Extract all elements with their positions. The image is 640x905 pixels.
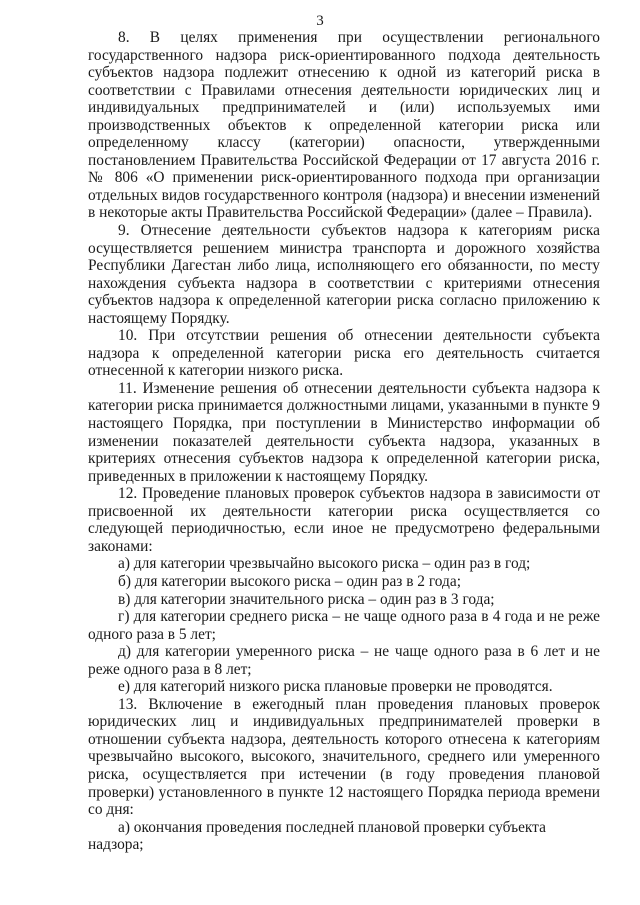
list-item-b: б) для категории высокого риска – один раз в 2 года;: [118, 572, 461, 590]
list-item-d: д) для категории умеренного риска – не чаще одного раза в 6 лет и не реже одного раза в 8 лет;: [88, 643, 600, 678]
list-item-a: а) для категории чрезвычайно высокого риска – один раз в год;: [118, 555, 531, 573]
list-item-e: е) для категорий низкого риска плановые проверки не проводятся.: [118, 678, 553, 696]
paragraph-11: 11. Изменение решения об отнесении деятельности субъекта надзора к категории риска принимается должностными лицами, указанными в пункте 9 настоящего Порядка, при поступлении в Министерство информации об изменении показателей деятельности субъекта надзора, указанных в критериях отнесения субъектов надзора к определенной категории риска, приведенных в приложении к настоящему Порядку.: [88, 379, 600, 485]
list-item-v: в) для категории значительного риска – один раз в 3 года;: [118, 590, 495, 608]
document-body: [88, 29, 600, 854]
page-number: 3: [316, 13, 324, 29]
paragraph-13: 13. Включение в ежегодный план проведения плановых проверок юридических лиц и индивидуальных предпринимателей проверки в отношении субъекта надзора, деятельность которого отнесена к категориям чрезвычайно высокого, высокого, значительного, среднего или умеренного риска, осуществляется при истечении (в году проведения плановой проверки) установленного в пункте 12 настоящего Порядка периода времени со дня:: [88, 695, 600, 819]
paragraph-9: 9. Отнесение деятельности субъектов надзора к категориям риска осуществляется решением министра транспорта и дорожного хозяйства Республики Дагестан либо лица, исполняющего его обязанности, по месту нахождения субъекта надзора в соответствии с критериями отнесения субъектов надзора к определенной категории риска согласно приложению к настоящему Порядку.: [88, 222, 600, 327]
list-item-g: г) для категории среднего риска – не чаще одного раза в 4 года и не реже одного раза в 5 лет;: [88, 608, 600, 643]
paragraph-10: 10. При отсутствии решения об отнесении деятельности субъекта надзора к определенной категории риска его деятельность считается отнесенной к категории низкого риска.: [88, 327, 600, 380]
paragraph-8: 8. В целях применения при осуществлении регионального государственного надзора риск-ориентированного подхода деятельность субъектов надзора подлежит отнесению к одной из категорий риска в соответствии с Правилами отнесения деятельности юридических лиц и индивидуальных предпринимателей и (или) используемых ими производственных объектов к определенной категории риска или определенному классу (категории) опасности, утвержденными постановлением Правительства Российской Федерации от 17 августа 2016 г. № 806 «О применении риск-ориентированного подхода при организации отдельных видов государственного контроля (надзора) и внесении изменений в некоторые акты Правительства Российской Федерации» (далее – Правила).: [88, 29, 600, 222]
paragraph-12: 12. Проведение плановых проверок субъектов надзора в зависимости от присвоенной их деятельности категории риска осуществляется со следующей периодичностью, если иное не предусмотрено федеральными законами:: [88, 485, 600, 555]
list-item-13a: а) окончания проведения последней плановой проверки субъекта надзора;: [88, 818, 546, 854]
